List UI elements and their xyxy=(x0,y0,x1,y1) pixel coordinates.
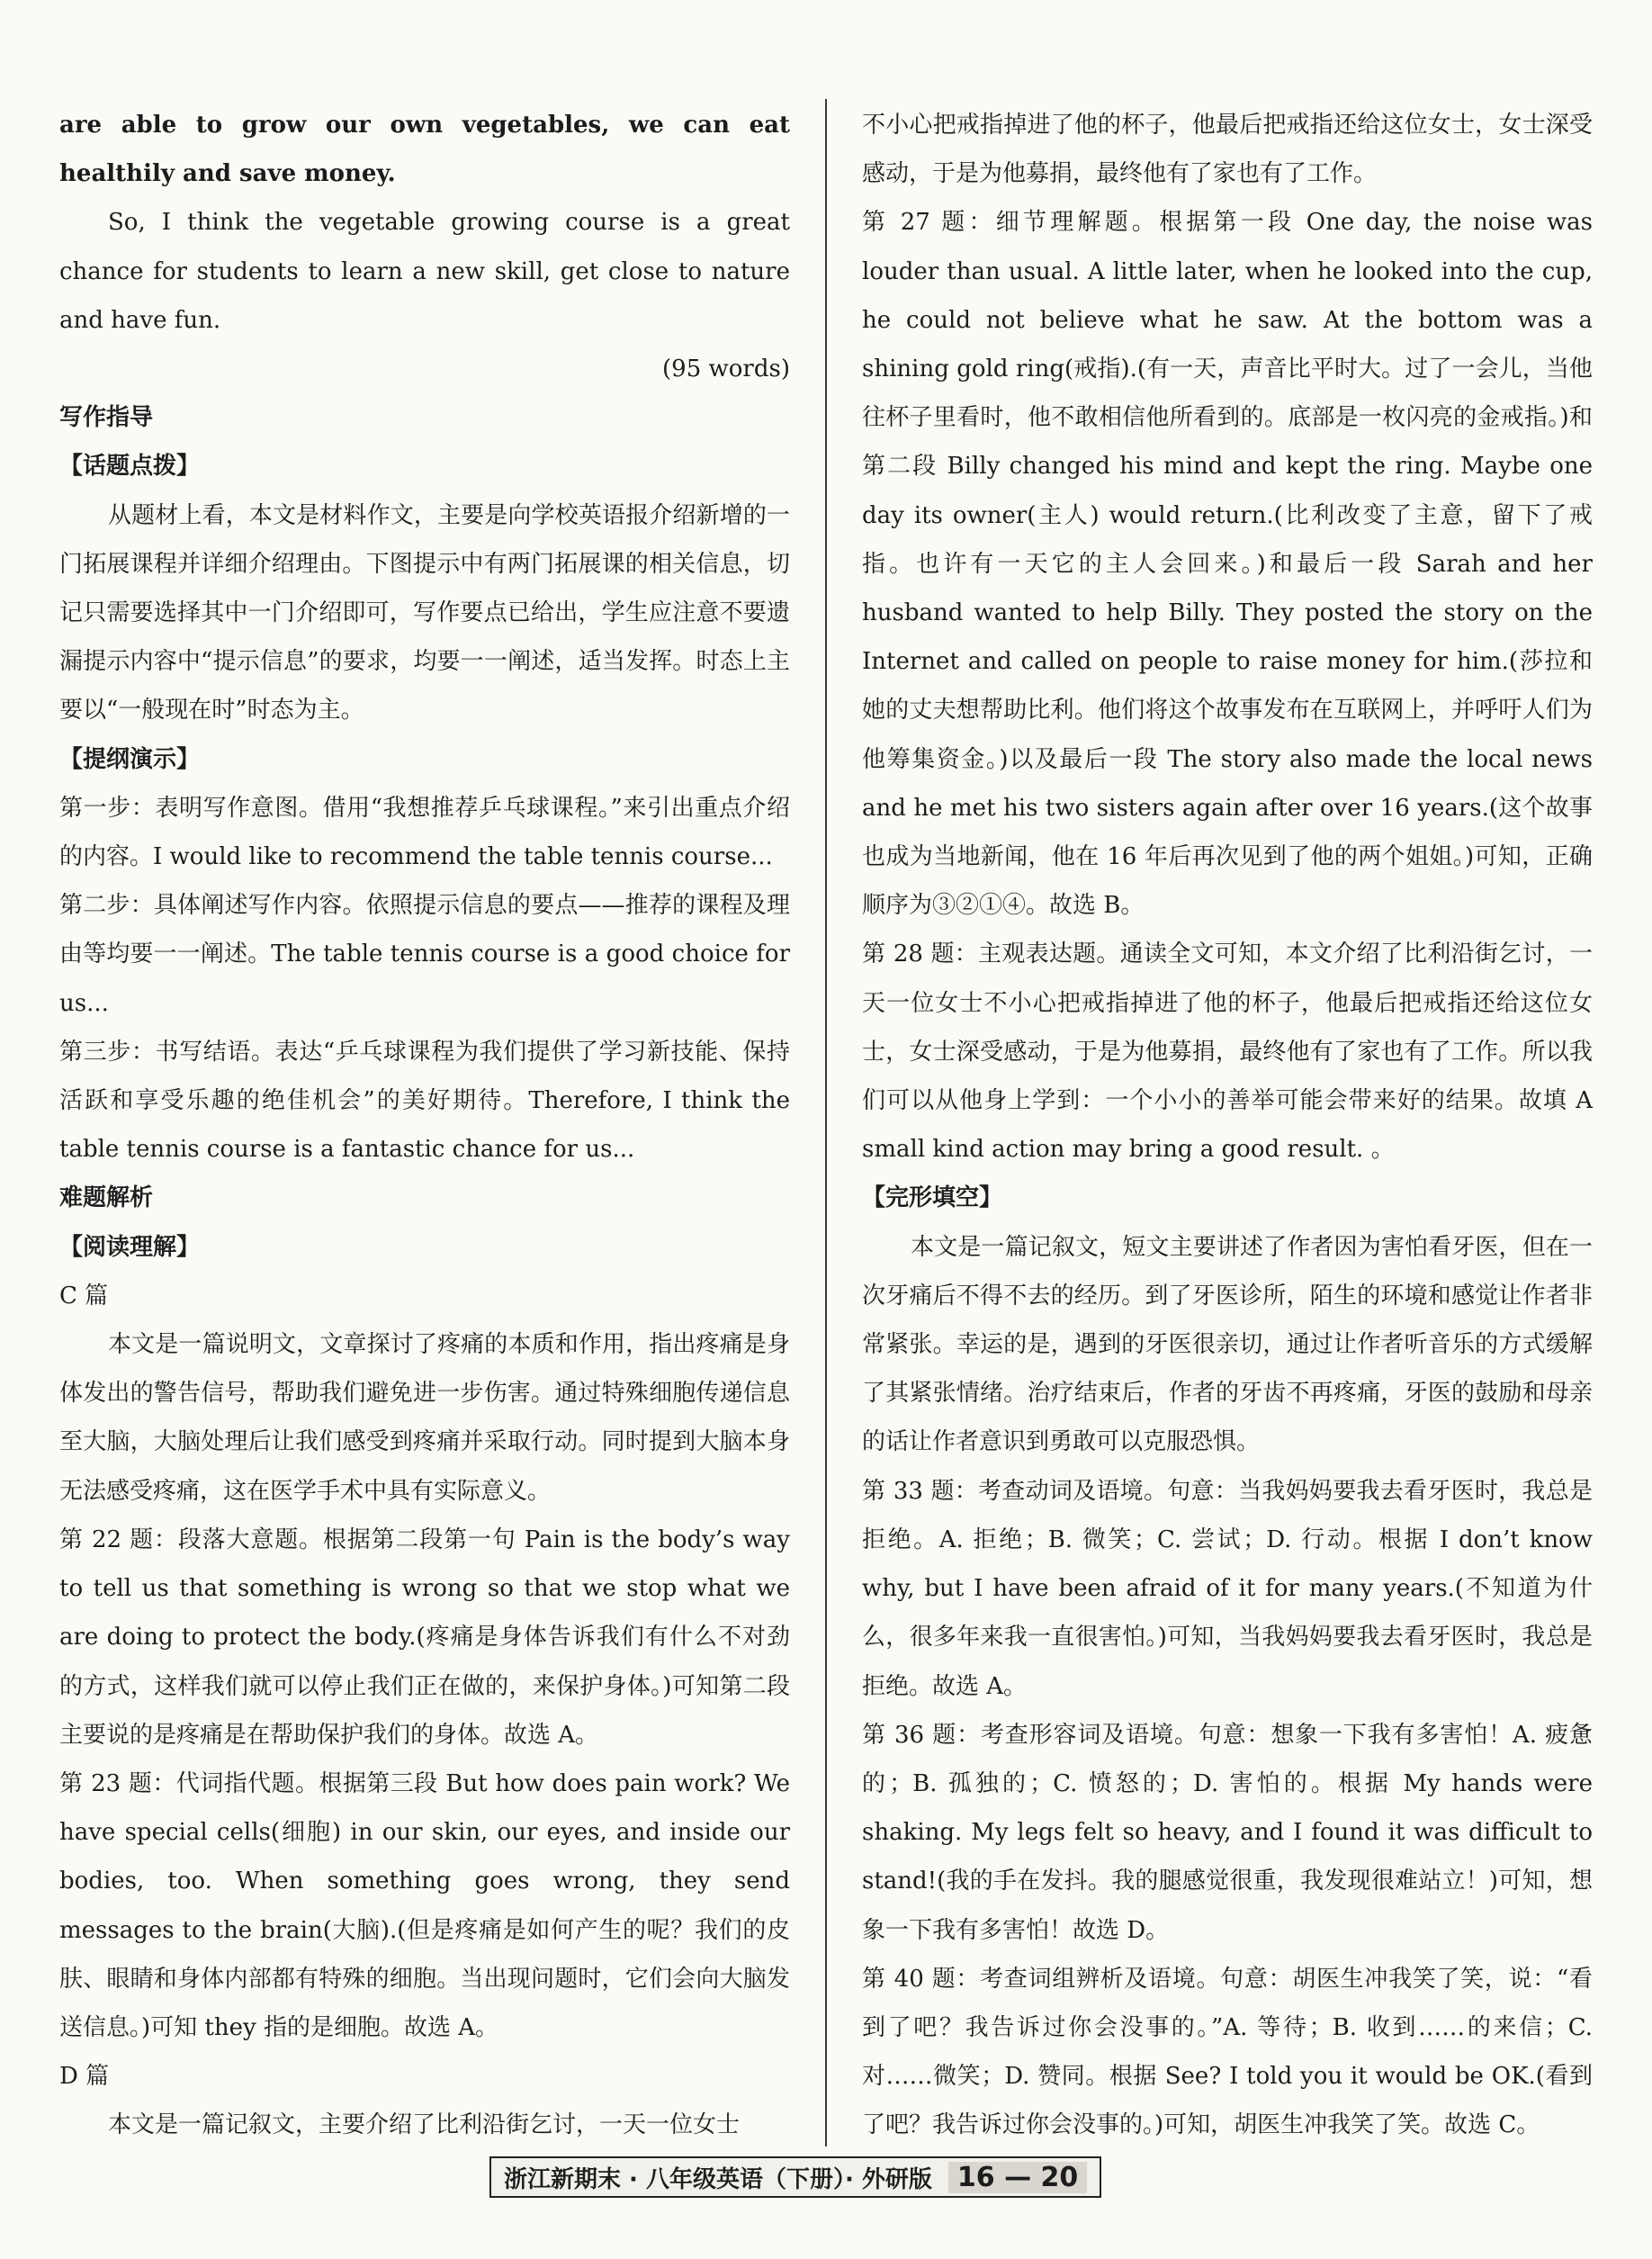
left-paragraph-8: 第二步：具体阐述写作内容。依照提示信息的要点——推荐的课程及理由等均要一一阐述。The table tennis course is a good choice for us... xyxy=(59,892,790,1017)
right-paragraph-6: 第 36 题：考查形容词及语境。句意：想象一下我有多害怕！A. 疲惫的；B. 孤独的；C. 愤怒的；D. 害怕的。根据 My hands were shaking. My legs felt so heavy, and I found it was difficult to stand!(我的手在发抖。我的腿感觉很重，我发现很难站立！)可知，想象一下我有多害怕！故选 D。 xyxy=(862,1721,1593,1944)
left-paragraph-7: 第一步：表明写作意图。借用“我想推荐乒乓球课程。”来引出重点介绍的内容。I would like to recommend the table tennis course... xyxy=(59,794,790,871)
left-paragraph-11: 【阅读理解】 xyxy=(59,1233,201,1261)
left-paragraph-16: D 篇 xyxy=(59,2063,110,2091)
left-paragraph-3: 写作指导 xyxy=(59,404,154,432)
left-paragraph-1: So, I think the vegetable growing course is a great chance for students to learn a new skill, get close to nature and have fun. xyxy=(59,209,790,334)
left-paragraph-4: 【话题点拨】 xyxy=(59,453,201,481)
left-paragraph-10: 难题解析 xyxy=(59,1184,154,1212)
left-paragraph-9: 第三步：书写结语。表达“乒乓球课程为我们提供了学习新技能、保持活跃和享受乐趣的绝佳机会”的美好期待。Therefore, I think the table tennis course is a fantastic chance for us... xyxy=(59,1038,790,1164)
right-paragraph-3: 【完形填空】 xyxy=(862,1184,1003,1212)
right-paragraph-1: 第 27 题：细节理解题。根据第一段 One day, the noise was louder than usual. A little later, when he looked into the cup, he could not believe what he saw. At the bottom was a shining gold ring(戒指).(有一天，声音比平时大。过了一会儿，当他往杯子里看时，他不敢相信他所看到的。底部是一枚闪亮的金戒指。)和第二段 Billy changed his mind and kept the ring. Maybe one day its owner(主人) would return.(比利改变了主意，留下了戒指。也许有一天它的主人会回来。)和最后一段 Sarah and her husband wanted to help Billy. They posted the story on the Internet and called on people to raise money for him.(莎拉和她的丈夫想帮助比利。他们将这个故事发布在互联网上，并呼吁人们为他筹集资金。)以及最后一段 The story also made the local news and he met his two sisters again after over 16 years.(这个故事也成为当地新闻，他在 16 年后再次见到了他的两个姐姐。)可知，正确顺序为③②①④。故选 B。 xyxy=(862,209,1593,920)
left-paragraph-0: are able to grow our own vegetables, we can eat healthily and save money. xyxy=(59,112,790,188)
left-paragraph-2: (95 words) xyxy=(662,356,790,383)
left-paragraph-13: 本文是一篇说明文，文章探讨了疼痛的本质和作用，指出疼痛是身体发出的警告信号，帮助我们避免进一步伤害。通过特殊细胞传递信息至大脑，大脑处理后让我们感受到疼痛并采取行动。同时提到大脑本身无法感受疼痛，这在医学手术中具有实际意义。 xyxy=(59,1331,790,1505)
right-paragraph-4: 本文是一篇记叙文，短文主要讲述了作者因为害怕看牙医，但在一次牙痛后不得不去的经历。到了牙医诊所，陌生的环境和感觉让作者非常紧张。幸运的是，遇到的牙医很亲切，通过让作者听音乐的方式缓解了其紧张情绪。治疗结束后，作者的牙齿不再疼痛，牙医的鼓励和母亲的话让作者意识到勇敢可以克服恐惧。 xyxy=(862,1233,1593,1456)
column-divider xyxy=(825,99,827,2146)
right-paragraph-2: 第 28 题：主观表达题。通读全文可知，本文介绍了比利沿街乞讨，一天一位女士不小心把戒指掉进了他的杯子，他最后把戒指还给这位女士，女士深受感动，于是为他募捐，最终他有了家也有了工作。所以我们可以从他身上学到：一个小小的善举可能会带来好的结果。故填 A small kind action may bring a good result. 。 xyxy=(862,940,1593,1164)
page-number: 16 — 20 xyxy=(948,2162,1087,2193)
right-column xyxy=(862,101,1593,2150)
page-footer xyxy=(489,2156,1101,2198)
left-paragraph-5: 从题材上看，本文是材料作文，主要是向学校英语报介绍新增的一门拓展课程并详细介绍理由。下图提示中有两门拓展课的相关信息，切记只需要选择其中一门介绍即可，写作要点已给出，学生应注意不要遗漏提示内容中“提示信息”的要求，均要一一阐述，适当发挥。时态上主要以“一般现在时”时态为主。 xyxy=(59,501,790,724)
right-paragraph-7: 第 40 题：考查词组辨析及语境。句意：胡医生冲我笑了笑，说：“看到了吧？我告诉过你会没事的。”A. 等待；B. 收到……的来信；C. 对……微笑；D. 赞同。根据 See? I told you it would be OK.(看到了吧？我告诉过你会没事的。)可知，胡医生冲我笑了笑。故选 C。 xyxy=(862,1965,1593,2139)
left-column xyxy=(59,101,790,2150)
left-paragraph-15: 第 23 题：代词指代题。根据第三段 But how does pain work? We have special cells(细胞) in our skin, our eyes, and inside our bodies, too. When something goes wrong, they send messages to the brain(大脑).(但是疼痛是如何产生的呢？我们的皮肤、眼睛和身体内部都有特殊的细胞。当出现问题时，它们会向大脑发送信息。)可知 they 指的是细胞。故选 A。 xyxy=(59,1769,790,2041)
right-paragraph-0: 不小心把戒指掉进了他的杯子，他最后把戒指还给这位女士，女士深受感动，于是为他募捐，最终他有了家也有了工作。 xyxy=(862,112,1593,188)
left-paragraph-17: 本文是一篇记叙文，主要介绍了比利沿街乞讨，一天一位女士 xyxy=(108,2111,741,2139)
right-paragraph-5: 第 33 题：考查动词及语境。句意：当我妈妈要我去看牙医时，我总是拒绝。A. 拒绝；B. 微笑；C. 尝试；D. 行动。根据 I don’t know why, but I have been afraid of it for many years.(不知道为什么，很多年来我一直很害怕。)可知，当我妈妈要我去看牙医时，我总是拒绝。故选 A。 xyxy=(862,1477,1593,1700)
footer-title: 浙江新期末 · 八年级英语（下册）· 外研版 xyxy=(504,2165,932,2193)
left-paragraph-14: 第 22 题：段落大意题。根据第二段第一句 Pain is the body’s way to tell us that something is wrong so that we stop what we are doing to protect the body.(疼痛是身体告诉我们有什么不对劲的方式，这样我们就可以停止我们正在做的，来保护身体。)可知第二段主要说的是疼痛是在帮助保护我们的身体。故选 A。 xyxy=(59,1526,790,1749)
left-paragraph-12: C 篇 xyxy=(59,1282,109,1310)
left-paragraph-6: 【提纲演示】 xyxy=(59,745,201,773)
